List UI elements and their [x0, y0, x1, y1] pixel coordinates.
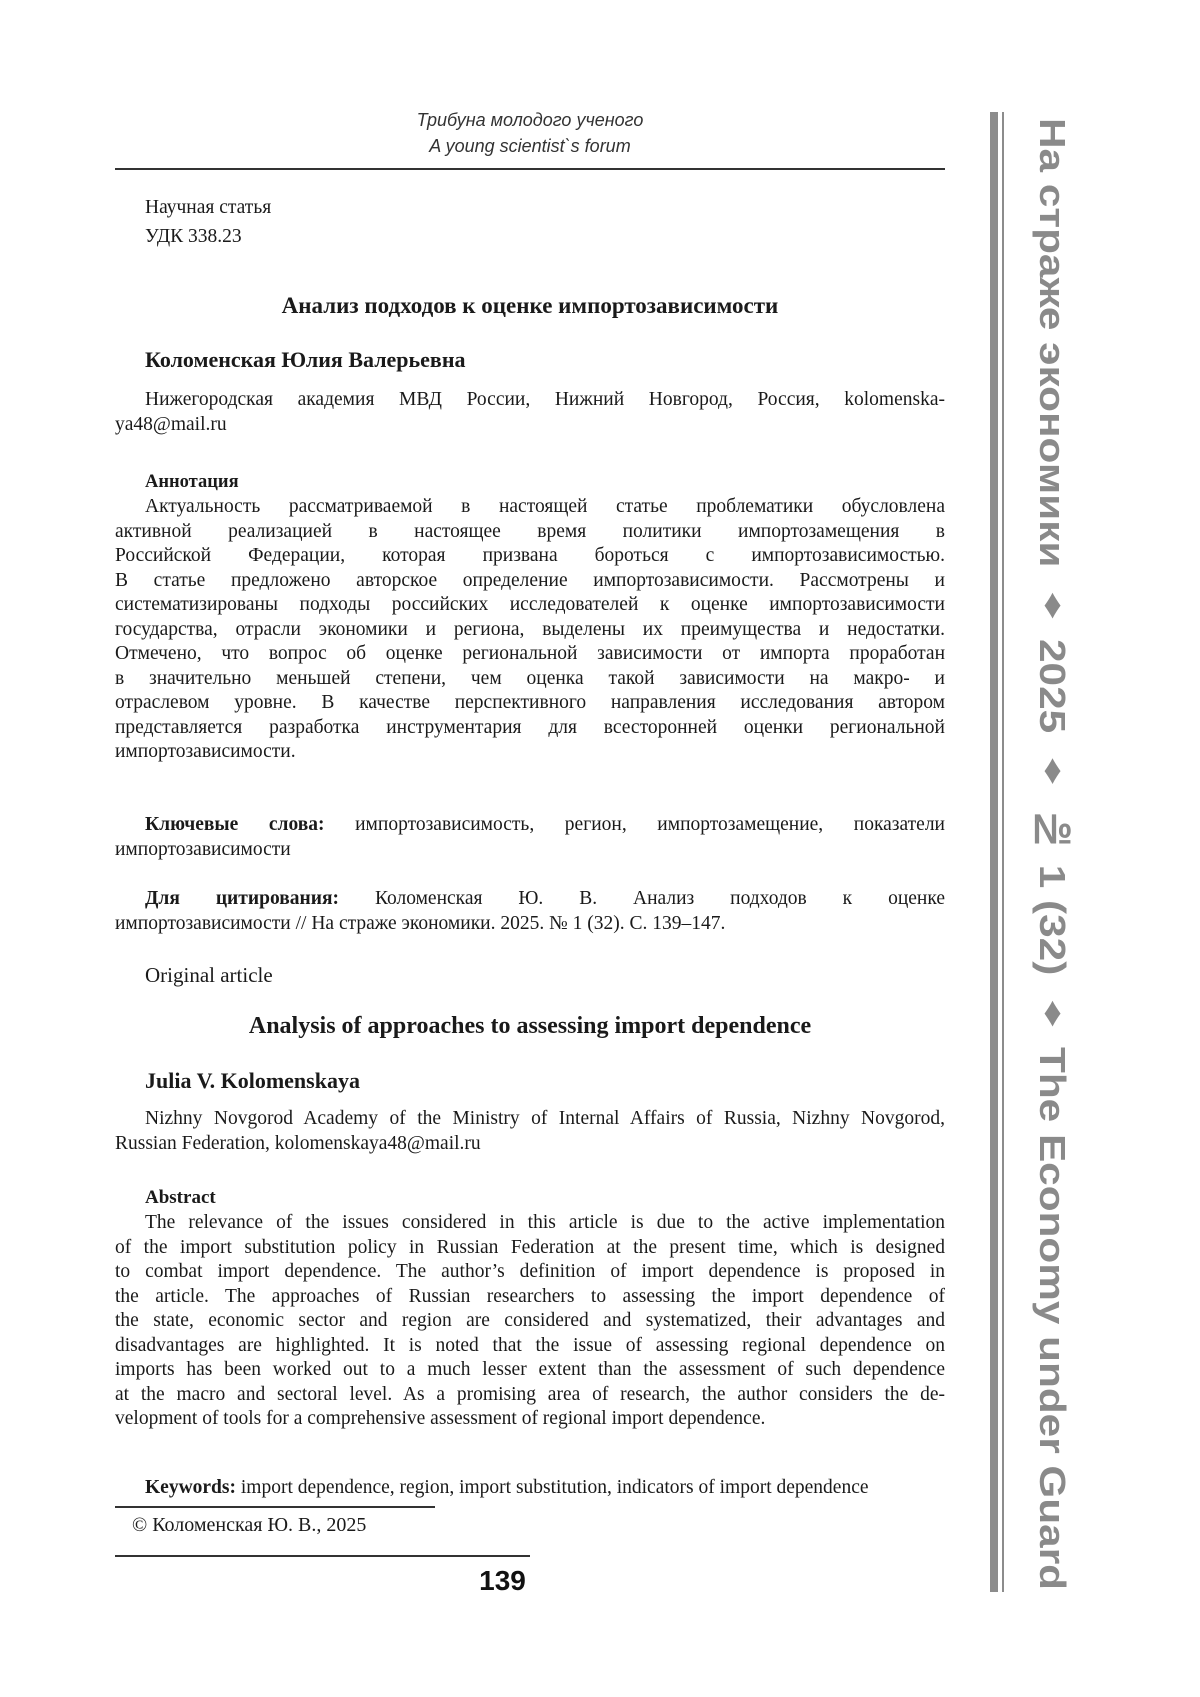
article-type-ru: Научная статья [145, 196, 271, 221]
keywords-text: импортозависимость, регион, импортозамещение, показатели [355, 814, 945, 835]
text-line: импортозависимости [115, 838, 945, 863]
header-rule [115, 168, 945, 170]
citation-ru [115, 887, 945, 936]
text-line: представляется разработка инструментария для всесторонней оценки региональной [115, 716, 945, 741]
article-type-en: Original article [145, 963, 273, 988]
footer-rule [115, 1555, 530, 1557]
keywords-en [115, 1476, 945, 1501]
page-number: 139 [460, 1565, 545, 1597]
text-line: Nizhny Novgorod Academy of the Ministry of Internal Affairs of Russia, Nizhny Novgorod, [115, 1107, 945, 1132]
author-ru: Коломенская Юлия Валерьевна [145, 348, 466, 373]
text-line: Нижегородская академия МВД России, Нижний Новгород, Россия, kolomenska- [115, 388, 945, 413]
text-line: Актуальность рассматриваемой в настоящей статье проблематики обусловлена [115, 495, 945, 520]
keywords-text: import dependence, region, import substitution, indicators of import dependence [241, 1477, 869, 1498]
citation-label: Для цитирования: [145, 888, 339, 909]
keywords-label: Ключевые слова: [145, 814, 325, 835]
text-line: ya48@mail.ru [115, 413, 945, 438]
abstract-ru [115, 495, 945, 765]
udc: УДК 338.23 [145, 225, 242, 250]
sidebar-line [1002, 112, 1004, 1592]
text-line: отраслевом уровне. В качестве перспективного направления исследования автором [115, 691, 945, 716]
author-en: Julia V. Kolomenskaya [145, 1069, 360, 1094]
title-ru: Анализ подходов к оценке импортозависимости [115, 293, 945, 319]
keywords-label: Keywords: [145, 1477, 236, 1498]
copyright: © Коломенская Ю. В., 2025 [132, 1513, 366, 1538]
text-line: государства, отрасли экономики и региона, выделены их преимущества и недостатки. [115, 618, 945, 643]
text-line: Отмечено, что вопрос об оценке региональной зависимости от импорта проработан [115, 642, 945, 667]
text-line: The relevance of the issues considered in this article is due to the active implementation [115, 1211, 945, 1236]
text-line: импортозависимости // На страже экономики. 2025. № 1 (32). С. 139–147. [115, 912, 945, 937]
text-line: импортозависимости. [115, 740, 945, 765]
text-line: velopment of tools for a comprehensive assessment of regional import dependence. [115, 1407, 945, 1432]
text-line: disadvantages are highlighted. It is noted that the issue of assessing regional dependence on [115, 1334, 945, 1359]
running-header-en: A young scientist`s forum [115, 136, 945, 157]
title-en: Analysis of approaches to assessing import dependence [115, 1013, 945, 1040]
running-header-ru: Трибуна молодого ученого [115, 110, 945, 131]
journal-sidebar-title: На страже экономики ♦ 2025 ♦ № 1 (32) ♦ The Economy under Guard [1030, 118, 1074, 1590]
text-line: imports has been worked out to a much lesser extent than the assessment of such dependence [115, 1358, 945, 1383]
text-line [115, 887, 945, 912]
text-line: of the import substitution policy in Russian Federation at the present time, which is designed [115, 1236, 945, 1261]
citation-text: Коломенская Ю. В. Анализ подходов к оценке [375, 888, 945, 909]
text-line: в значительно меньшей степени, чем оценка такой зависимости на макро- и [115, 667, 945, 692]
abstract-heading-en: Abstract [145, 1186, 216, 1211]
text-line: Российской Федерации, которая призвана бороться с импортозависимостью. [115, 544, 945, 569]
affiliation-ru [115, 388, 945, 437]
abstract-heading-ru: Аннотация [145, 470, 239, 495]
affiliation-en [115, 1107, 945, 1156]
text-line: В статье предложено авторское определение импортозависимости. Рассмотрены и [115, 569, 945, 594]
text-line: активной реализацией в настоящее время политики импортозамещения в [115, 520, 945, 545]
text-line: the state, economic sector and region are considered and systematized, their advantages and [115, 1309, 945, 1334]
text-line: the article. The approaches of Russian researchers to assessing the import dependence of [115, 1285, 945, 1310]
text-line: at the macro and sectoral level. As a promising area of research, the author considers the de- [115, 1383, 945, 1408]
text-line: Russian Federation, kolomenskaya48@mail.ru [115, 1132, 945, 1157]
text-line [115, 1476, 945, 1501]
keywords-ru [115, 813, 945, 862]
abstract-en [115, 1211, 945, 1432]
text-line [115, 813, 945, 838]
text-line: систематизированы подходы российских исследователей к оценке импортозависимости [115, 593, 945, 618]
copyright-rule [115, 1506, 435, 1508]
text-line: to combat import dependence. The author’s definition of import dependence is proposed in [115, 1260, 945, 1285]
sidebar-bar [990, 112, 998, 1592]
